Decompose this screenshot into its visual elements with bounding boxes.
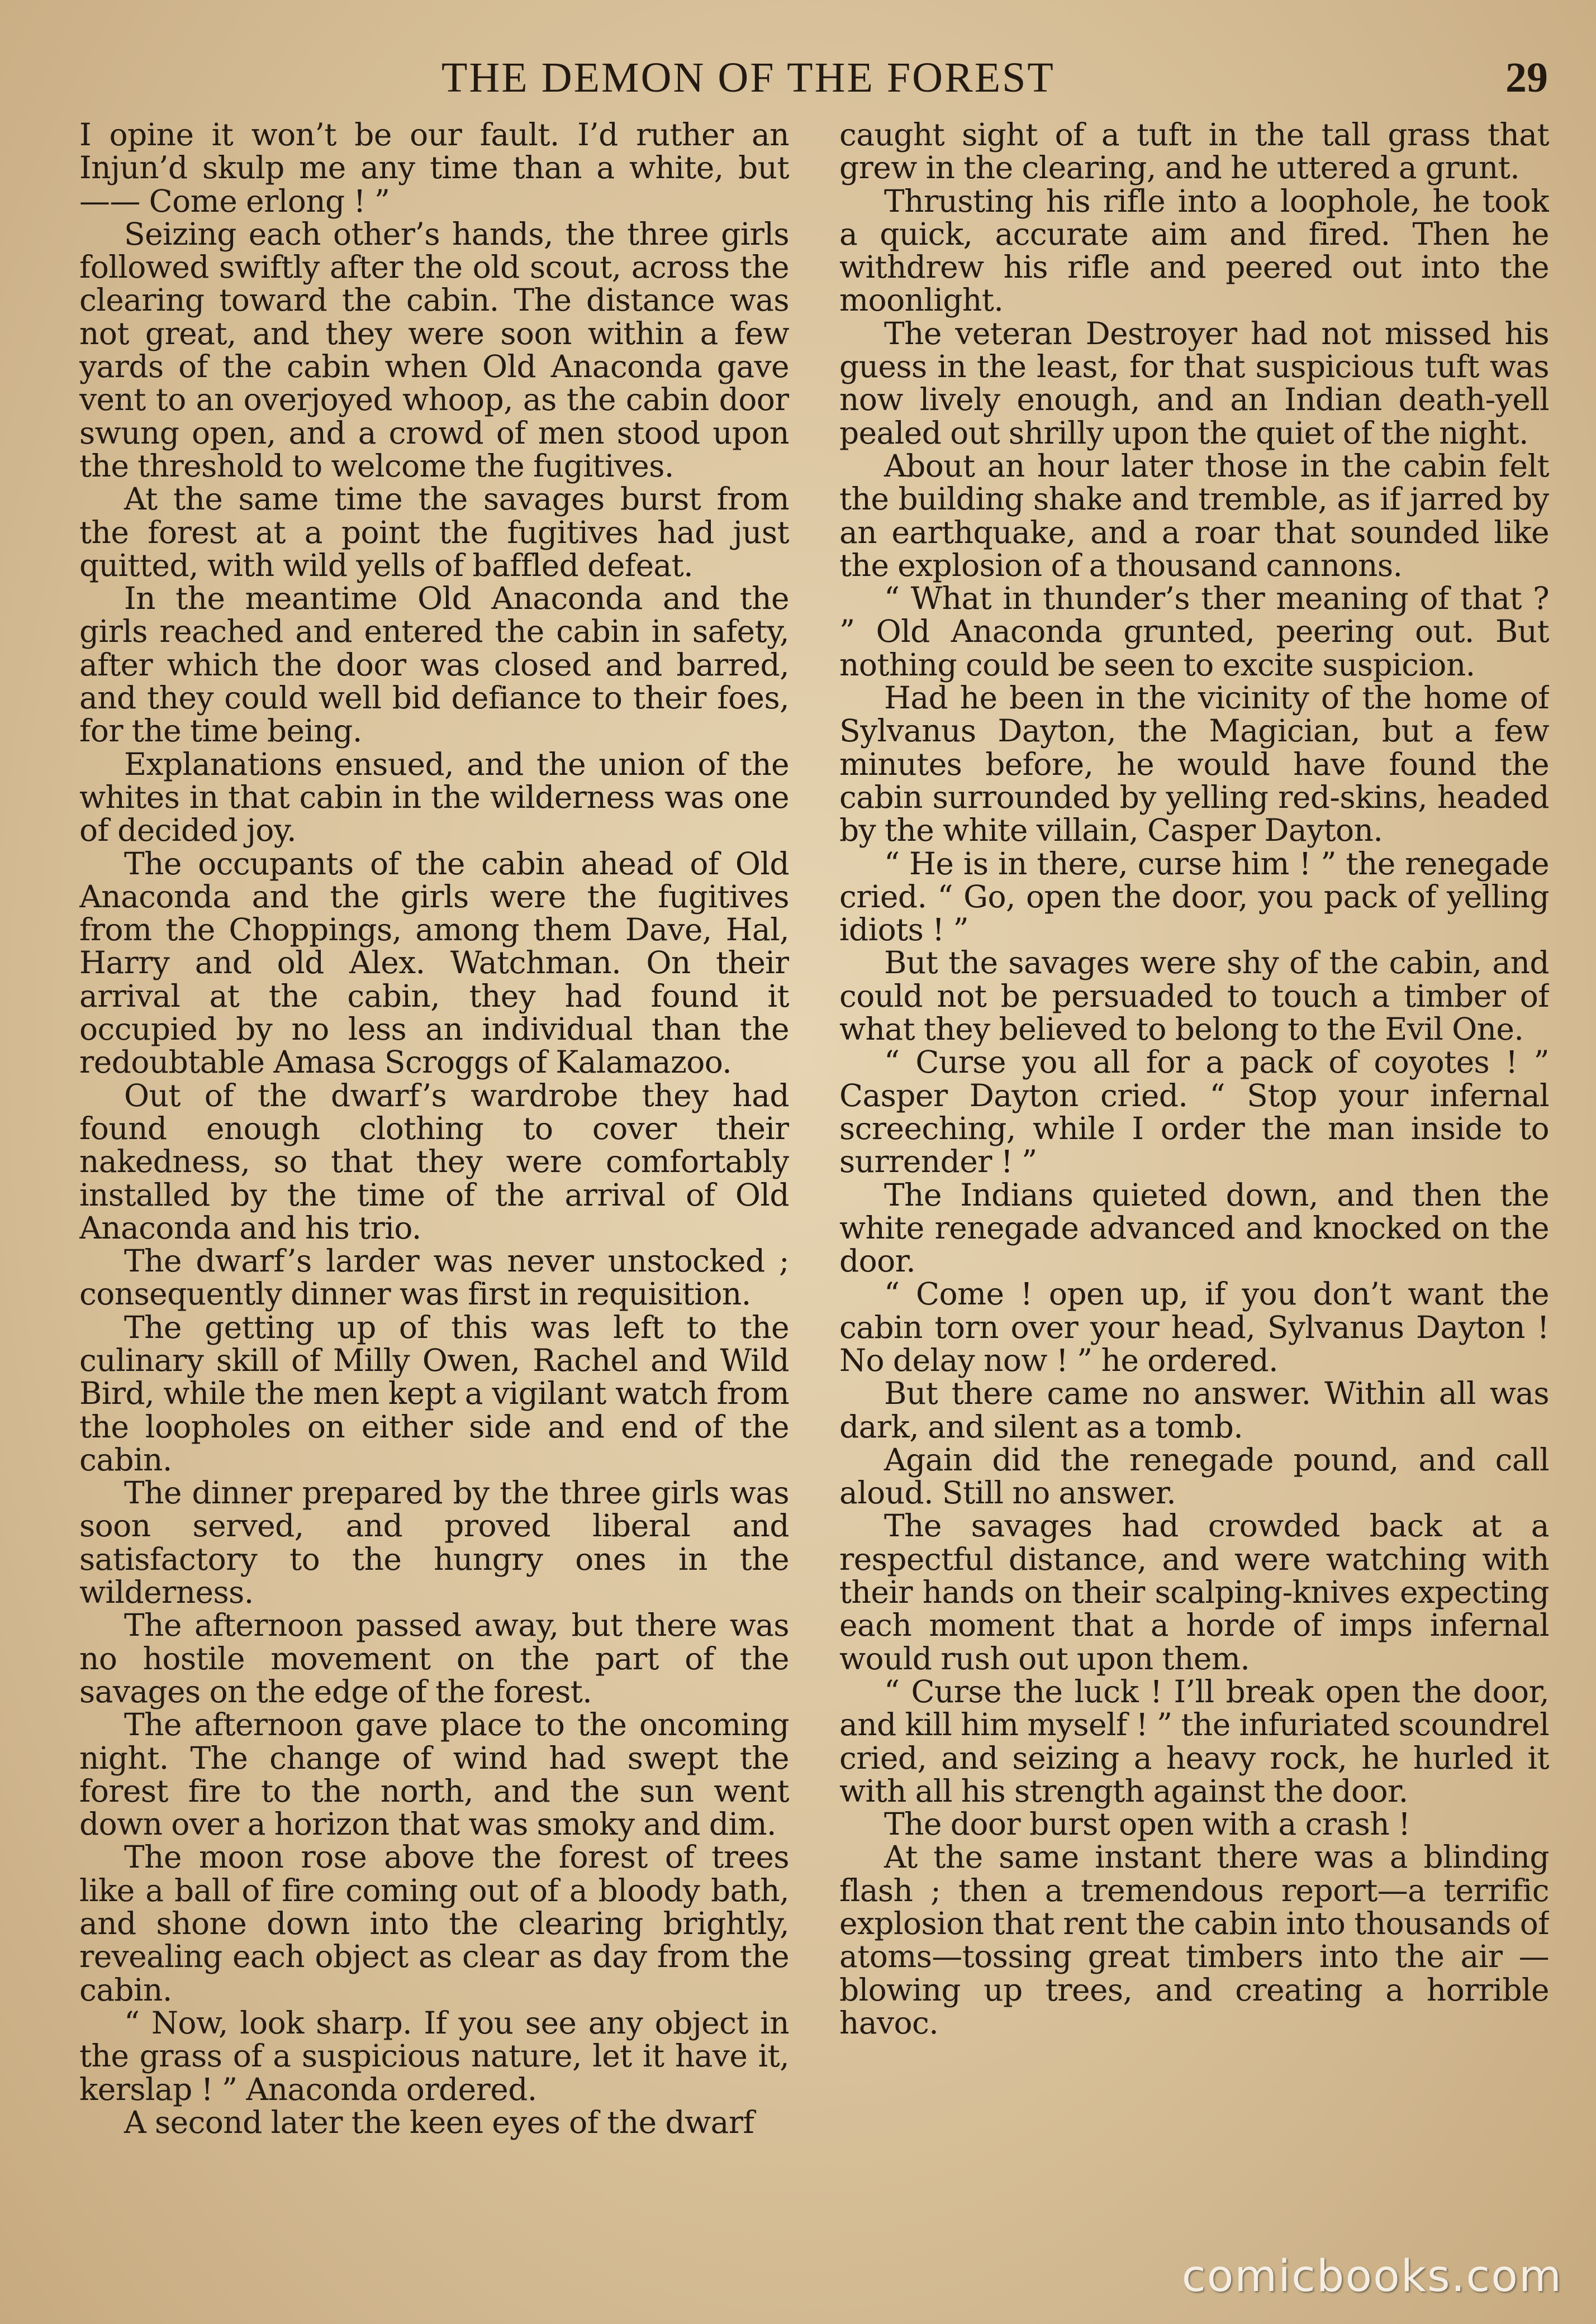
paragraph: “ Curse you all for a pack of coyotes ! ” Casper Dayton cried. “ Stop your infernal screeching, while I order the man inside to surrender ! ”	[839, 1044, 1549, 1180]
paragraph: “ Now, look sharp. If you see any object in the grass of a suspicious nature, let it have it, kerslap ! ” Anaconda ordered.	[79, 2004, 789, 2107]
paragraph: The savages had crowded back at a respectful distance, and were watching with their hands on their scalping-knives expecting each moment that a horde of imps infernal would rush out upon them.	[839, 1508, 1549, 1677]
paragraph: Explanations ensued, and the union of the whites in that cabin in the wilderness was one of decided joy.	[79, 746, 789, 849]
paragraph: At the same time the savages burst from the forest at a point the fugitives had just quitted, with wild yells of baffled defeat.	[79, 481, 789, 583]
paragraph: The moon rose above the forest of trees like a ball of fire coming out of a bloody bath, and shone down into the clearing brightly, revealing each object as clear as day from the cabin.	[79, 1839, 789, 2008]
paragraph: The occupants of the cabin ahead of Old Anaconda and the girls were the fugitives from the Choppings, among them Dave, Hal, Harry and old Alex. Watchman. On their arrival at the cabin, they had found it occupied by no less an individual than the redoubtable Amasa Scroggs of Kalamazoo.	[79, 845, 789, 1080]
paragraph: The afternoon gave place to the oncoming night. The change of wind had swept the forest fire to the north, and the sun went down over a horizon that was smoky and dim.	[79, 1707, 789, 1842]
paragraph: The dwarf’s larder was never unstocked ; consequently dinner was first in requisition.	[79, 1243, 789, 1312]
paragraph: The getting up of this was left to the culinary skill of Milly Owen, Rachel and Wild Bird, while the men kept a vigilant watch from the loopholes on either side and end of the cabin.	[79, 1309, 789, 1478]
paragraph: “ He is in there, curse him ! ” the renegade cried. “ Go, open the door, you pack of yelling idiots ! ”	[839, 845, 1549, 948]
paragraph: Out of the dwarf’s wardrobe they had found enough clothing to cover their nakedness, so that they were comfortably installed by the time of the arrival of Old Anaconda and his trio.	[79, 1077, 789, 1246]
right-column	[839, 118, 1549, 2208]
paragraph: The door burst open with a crash !	[884, 1806, 1410, 1842]
paragraph: “ What in thunder’s ther meaning of that ? ” Old Anaconda grunted, peering out. But nothing could be seen to excite suspicion.	[839, 580, 1549, 683]
paragraph: “ Come ! open up, if you don’t want the cabin torn over your head, Sylvanus Dayton ! No delay now ! ” he ordered.	[839, 1276, 1549, 1378]
running-title: THE DEMON OF THE FOREST	[441, 54, 1055, 101]
paragraph: But there came no answer. Within all was dark, and silent as a tomb.	[839, 1375, 1549, 1445]
paragraph: “ Curse the luck ! I’ll break open the door, and kill him myself ! ” the infuriated scoundrel cried, and seizing a heavy rock, he hurled it with all his strength against the door.	[839, 1673, 1549, 1809]
paragraph: A second later the keen eyes of the dwarf	[124, 2104, 754, 2140]
paragraph: The afternoon passed away, but there was no hostile movement on the part of the savages on the edge of the forest.	[79, 1607, 789, 1709]
page-number: 29	[1505, 54, 1548, 101]
paragraph: Seizing each other’s hands, the three girls followed swiftly after the old scout, across the clearing toward the cabin. The distance was not great, and they were soon within a few yards of the cabin when Old Anaconda gave vent to an overjoyed whoop, as the cabin door swung open, and a crowd of men stood upon the threshold to welcome the fugitives.	[79, 216, 789, 484]
paragraph: Thrusting his rifle into a loophole, he took a quick, accurate aim and fired. Then he withdrew his rifle and peered out into the moonlight.	[839, 183, 1549, 318]
paragraph: caught sight of a tuft in the tall grass that grew in the clearing, and he uttered a grunt.	[839, 118, 1549, 186]
paragraph: In the meantime Old Anaconda and the girls reached and entered the cabin in safety, after which the door was closed and barred, and they could well bid defiance to their foes, for the time being.	[79, 580, 789, 749]
paragraph: The Indians quieted down, and then the white renegade advanced and knocked on the door.	[839, 1177, 1549, 1279]
paragraph: About an hour later those in the cabin felt the building shake and tremble, as if jarred by an earthquake, and a roar that sounded like the explosion of a thousand cannons.	[839, 447, 1549, 583]
watermark: comicbooks.com	[1181, 2251, 1562, 2302]
paragraph: Had he been in the vicinity of the home of Sylvanus Dayton, the Magician, but a few minutes before, he would have found the cabin surrounded by yelling red-skins, headed by the white villain, Casper Dayton.	[839, 680, 1549, 849]
paragraph: I opine it won’t be our fault. I’d ruther an Injun’d skulp me any time than a white, but—— Come erlong ! ”	[79, 118, 789, 219]
paragraph: Again did the renegade pound, and call aloud. Still no answer.	[839, 1441, 1549, 1511]
page-header	[73, 54, 1548, 121]
paragraph: The veteran Destroyer had not missed his guess in the least, for that suspicious tuft was now lively enough, and an Indian death-yell pealed out shrilly upon the quiet of the night.	[839, 315, 1549, 451]
paragraph: The dinner prepared by the three girls was soon served, and proved liberal and satisfactory to the hungry ones in the wilderness.	[79, 1475, 789, 1611]
paragraph: At the same instant there was a blinding flash ; then a tremendous report—a terrific explosion that rent the cabin into thousands of atoms—tossing great timbers into the air —blowing up trees, and creating a horrible havoc.	[839, 1839, 1549, 2041]
left-column	[79, 118, 789, 2208]
paragraph: But the savages were shy of the cabin, and could not be persuaded to touch a timber of what they believed to belong to the Evil One.	[839, 945, 1549, 1047]
